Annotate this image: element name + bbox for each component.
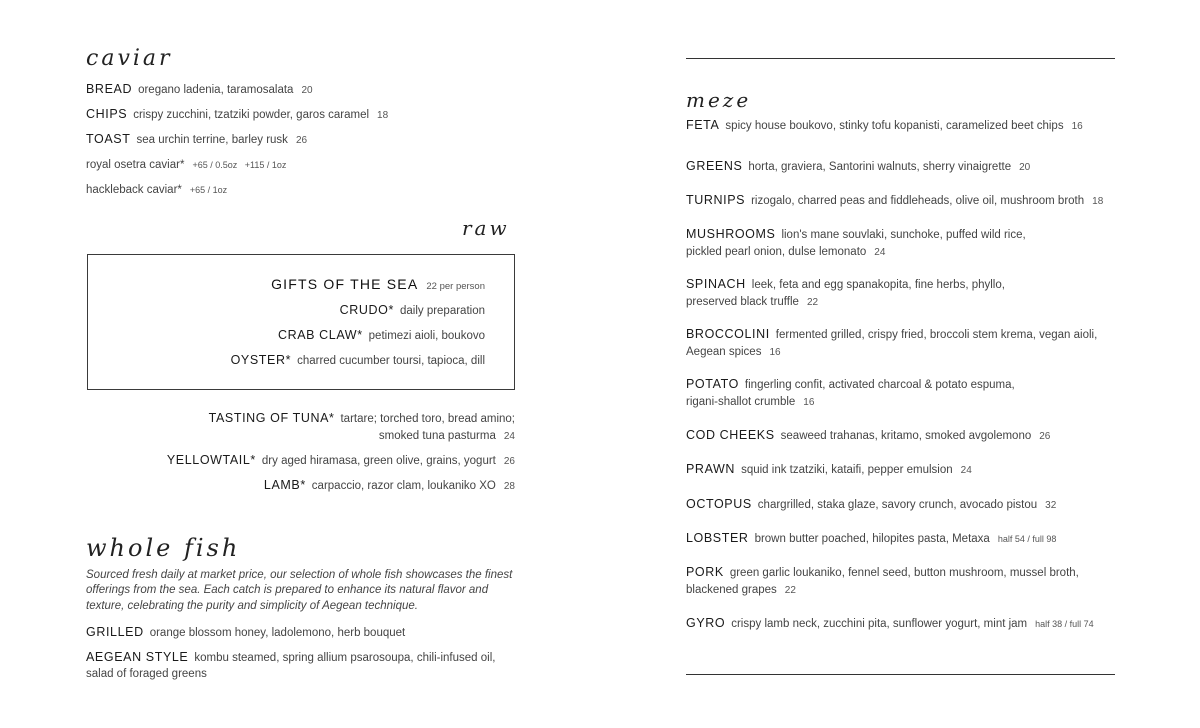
item-desc: smoked tuna pasturma [378, 430, 496, 442]
item-desc-line2: blackened grapes [686, 584, 777, 596]
item-name: POTATO [686, 377, 739, 391]
item-desc: crispy lamb neck, zucchini pita, sunflower yogurt, mint jam [731, 618, 1028, 630]
menu-item-potato [686, 376, 1015, 411]
box-item-oyster [231, 352, 485, 369]
top-divider-line [686, 58, 1115, 59]
item-price: +65 / 1oz [189, 185, 228, 195]
item-name: TOAST [86, 132, 131, 146]
item-price: 18 [1092, 196, 1104, 207]
item-name: GREENS [686, 159, 743, 173]
menu-item-aegean-style [86, 649, 495, 666]
item-price: 26 [503, 456, 515, 467]
item-price: 18 [377, 110, 389, 121]
item-name: OYSTER* [230, 353, 292, 367]
gifts-price: 22 per person [426, 281, 485, 292]
item-price: 24 [503, 431, 515, 442]
menu-item-greens [686, 158, 1030, 176]
item-desc: leek, feta and egg spanakopita, fine herbs, phyllo, [751, 279, 1005, 291]
item-name: SPINACH [686, 277, 746, 291]
item-price: 24 [874, 247, 886, 258]
menu-item-hackleback [86, 181, 227, 198]
item-name: OCTOPUS [686, 497, 752, 511]
menu-item-octopus [686, 496, 1056, 514]
menu-item-mushrooms [686, 226, 1026, 261]
menu-item-yellowtail [167, 452, 515, 470]
item-desc: fingerling confit, activated charcoal & potato espuma, [744, 379, 1015, 391]
item-price: 16 [769, 347, 781, 358]
item-name: LOBSTER [686, 531, 749, 545]
menu-item-cod-cheeks [686, 427, 1050, 445]
item-price: half 54 / full 98 [997, 534, 1057, 544]
item-price: half 38 / full 74 [1035, 619, 1094, 629]
item-desc: sea urchin terrine, barley rusk [136, 134, 288, 146]
item-desc: green garlic loukaniko, fennel seed, button mushroom, mussel broth, [729, 567, 1079, 579]
item-desc: daily preparation [399, 305, 485, 317]
item-name: BREAD [86, 82, 133, 96]
item-name: CRUDO* [339, 303, 394, 317]
item-desc: carpaccio, razor clam, loukaniko XO [311, 480, 496, 492]
menu-item-royal-osetra [86, 156, 286, 173]
item-name: CHIPS [86, 107, 128, 121]
menu-item-gyro [686, 615, 1094, 632]
menu-item-prawn [686, 461, 972, 479]
menu-item-lobster [686, 530, 1056, 547]
menu-item-lamb [264, 477, 515, 495]
item-desc: salad of foraged greens [86, 668, 207, 680]
menu-item-feta [686, 117, 1083, 135]
menu-item-tasting-of-tuna-line2 [379, 427, 515, 445]
menu-item-chips [86, 106, 388, 124]
item-price: 28 [503, 481, 515, 492]
menu-item-toast [86, 131, 307, 149]
item-name: YELLOWTAIL* [166, 453, 256, 467]
menu-item-broccolini [686, 326, 1097, 361]
item-desc-line2: rigani-shallot crumble [686, 396, 796, 408]
item-desc: chargrilled, staka glaze, savory crunch, avocado pistou [757, 499, 1038, 511]
item-price: 26 [295, 135, 308, 146]
item-price: 32 [1045, 500, 1057, 511]
item-name: GYRO [686, 616, 726, 630]
item-price: 16 [1071, 121, 1083, 132]
item-desc: tartare; torched toro, bread amino; [340, 413, 515, 425]
gifts-of-the-sea-box [87, 254, 515, 390]
gifts-of-the-sea-title [271, 276, 485, 295]
item-name: GRILLED [86, 625, 144, 639]
item-price: +65 / 0.5oz +115 / 1oz [192, 160, 287, 170]
menu-item-aegean-style-line2 [86, 665, 207, 682]
box-item-crudo [340, 302, 485, 319]
gifts-title: GIFTS OF THE SEA [271, 276, 419, 292]
item-desc: petimezi aioli, boukovo [368, 330, 485, 342]
item-desc: oregano ladenia, taramosalata [138, 84, 294, 96]
item-desc: fermented grilled, crispy fried, broccoli stem krema, vegan aioli, [775, 329, 1098, 341]
item-name: LAMB* [263, 478, 306, 492]
item-name: hackleback caviar* [86, 184, 182, 196]
item-name: FETA [686, 118, 720, 132]
item-price: 22 [806, 297, 819, 308]
menu-item-pork [686, 564, 1079, 599]
item-price: 26 [1039, 431, 1051, 442]
item-name: CRAB CLAW* [277, 328, 363, 342]
item-name: MUSHROOMS [686, 227, 776, 241]
item-desc: orange blossom honey, ladolemono, herb bouquet [149, 627, 406, 639]
menu-item-spinach [686, 276, 1005, 311]
menu-item-grilled [86, 624, 405, 641]
item-name: PRAWN [686, 462, 736, 476]
raw-heading: raw [462, 216, 510, 240]
menu-item-tasting-of-tuna [209, 410, 515, 427]
item-desc: brown butter poached, hilopites pasta, Metaxa [754, 533, 990, 545]
item-desc: crispy zucchini, tzatziki powder, garos caramel [133, 109, 370, 121]
item-desc: seaweed trahanas, kritamo, smoked avgolemono [780, 430, 1032, 442]
meze-heading: meze [686, 88, 752, 112]
item-price: 22 [784, 585, 796, 596]
item-price: 24 [960, 465, 972, 476]
item-name: PORK [686, 565, 724, 579]
item-desc: lion's mane souvlaki, sunchoke, puffed wild rice, [781, 229, 1026, 241]
menu-item-bread [86, 81, 313, 99]
item-name: TURNIPS [686, 193, 746, 207]
item-desc: spicy house boukovo, stinky tofu kopanisti, caramelized beet chips [725, 120, 1064, 132]
item-desc-line2: pickled pearl onion, dulse lemonato [686, 246, 867, 258]
whole-fish-description: Sourced fresh daily at market price, our selection of whole fish showcases the finest offerings from the sea. Each catch is prepared to enhance its natural flavor and texture, celebrating the purity and simplicity of Aegean technique. [86, 569, 513, 612]
item-name: royal osetra caviar* [86, 159, 185, 171]
box-item-crab-claw [278, 327, 485, 344]
item-desc: dry aged hiramasa, green olive, grains, yogurt [261, 455, 496, 467]
item-price: 16 [803, 397, 815, 408]
whole-fish-heading: whole fish [86, 534, 241, 562]
item-name: COD CHEEKS [686, 428, 775, 442]
item-desc: squid ink tzatziki, kataifi, pepper emulsion [741, 464, 953, 476]
item-name: TASTING OF TUNA* [208, 411, 335, 425]
item-name: BROCCOLINI [686, 327, 770, 341]
item-desc: charred cucumber toursi, tapioca, dill [297, 355, 485, 367]
item-desc: horta, graviera, Santorini walnuts, sherry vinaigrette [748, 161, 1012, 173]
item-desc-line2: preserved black truffle [686, 296, 799, 308]
item-price: 20 [301, 85, 313, 96]
item-name: AEGEAN STYLE [86, 650, 189, 664]
item-price: 20 [1019, 162, 1031, 173]
bottom-divider-line [686, 674, 1115, 675]
item-desc: kombu steamed, spring allium psarosoupa, chili-infused oil, [194, 652, 496, 664]
caviar-heading: caviar [86, 46, 173, 71]
item-desc-line2: Aegean spices [686, 346, 762, 358]
item-desc: rizogalo, charred peas and fiddleheads, olive oil, mushroom broth [751, 195, 1085, 207]
menu-item-turnips [686, 192, 1103, 210]
